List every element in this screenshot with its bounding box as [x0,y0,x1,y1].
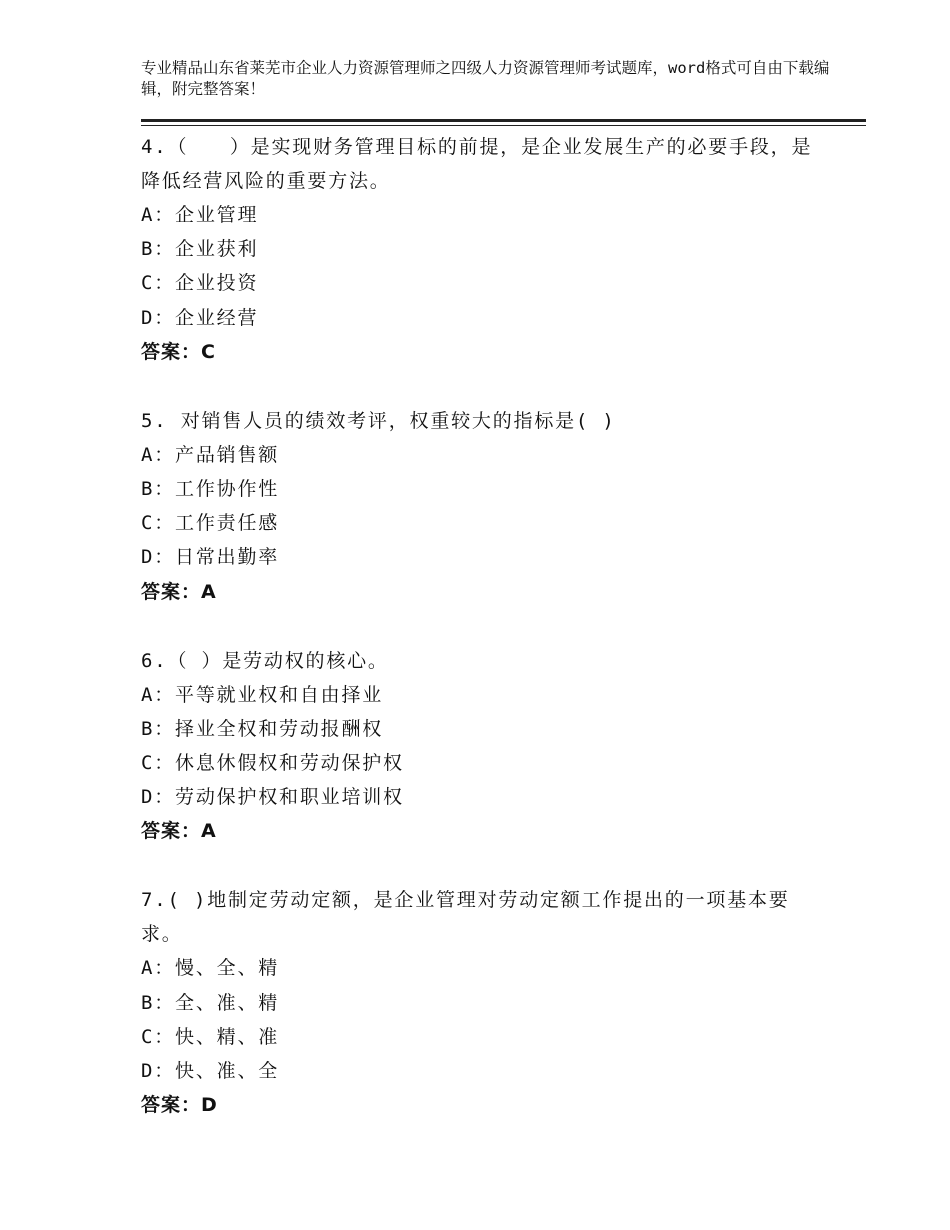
answer-line [141,335,821,369]
document-header: 专业精品山东省莱芜市企业人力资源管理师之四级人力资源管理师考试题库，word格式可自由下载编辑，附完整答案！ [141,59,830,98]
header-rule-thin [141,125,866,126]
option-d: D：劳动保护权和职业培训权 [141,786,404,809]
answer-line [141,575,821,609]
question-6 [141,644,821,849]
option-b: B：工作协作性 [141,478,280,501]
answer-line [141,1088,821,1122]
header-rule-thick [141,119,866,122]
answer-value: C [201,340,216,363]
option-b: B：择业全权和劳动报酬权 [141,717,384,740]
option-d: D：快、准、全 [141,1060,280,1083]
option-c: C：企业投资 [141,272,259,295]
option-c: C：快、精、准 [141,1025,280,1048]
option-d: D：日常出勤率 [141,546,280,569]
option-a: A：慢、全、精 [141,957,280,980]
answer-label: 答案： [141,340,202,363]
question-stem: 4.（ ）是实现财务管理目标的前提，是企业发展生产的必要手段，是降低经营风险的重要方法。 [141,136,813,192]
option-c: C：休息休假权和劳动保护权 [141,752,404,775]
option-d: D：企业经营 [141,306,259,329]
answer-value: A [201,820,217,843]
answer-label: 答案： [141,580,202,603]
question-4 [141,130,821,369]
answer-value: D [201,1094,218,1117]
answer-line [141,814,821,848]
answer-label: 答案： [141,1094,202,1117]
answer-label: 答案： [141,820,202,843]
answer-value: A [201,580,217,603]
option-c: C：工作责任感 [141,512,280,535]
question-stem: 6.（ ）是劳动权的核心。 [141,649,389,672]
option-a: A：产品销售额 [141,443,280,466]
option-a: A：平等就业权和自由择业 [141,683,384,706]
option-a: A：企业管理 [141,204,259,226]
question-list [141,130,821,1157]
option-b: B：企业获利 [141,238,259,261]
option-b: B：全、准、精 [141,991,280,1014]
question-stem: 7.( )地制定劳动定额，是企业管理对劳动定额工作提出的一项基本要求。 [141,889,790,946]
question-5 [141,404,821,609]
question-stem: 5. 对销售人员的绩效考评，权重较大的指标是( ) [141,409,616,432]
question-7 [141,883,821,1122]
